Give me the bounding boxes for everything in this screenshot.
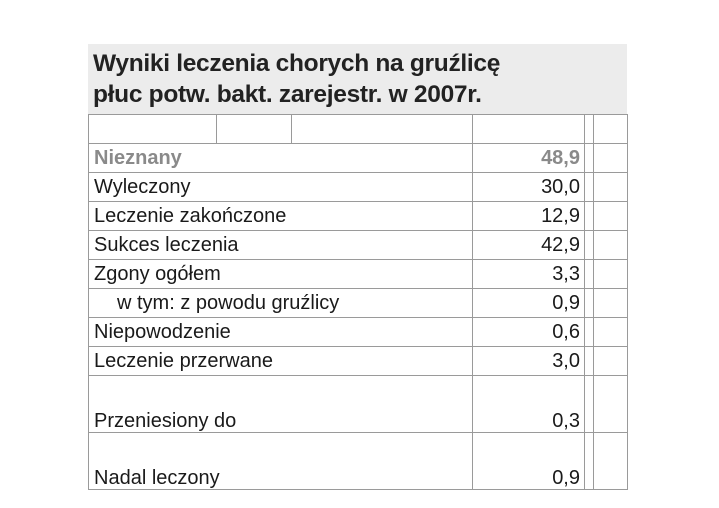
title-line-2: płuc potw. bakt. zarejestr. w 2007r. bbox=[93, 81, 482, 108]
table-row bbox=[89, 289, 628, 318]
results-table bbox=[88, 114, 628, 490]
row-value[interactable]: 3,3 bbox=[473, 260, 585, 289]
table-row bbox=[89, 318, 628, 347]
row-label[interactable]: Sukces leczenia bbox=[89, 231, 473, 260]
row-label[interactable]: Niepowodzenie bbox=[89, 318, 473, 347]
table-row bbox=[89, 231, 628, 260]
row-label[interactable]: w tym: z powodu gruźlicy bbox=[89, 289, 473, 318]
row-value[interactable]: 12,9 bbox=[473, 202, 585, 231]
row-value[interactable]: 0,9 bbox=[473, 289, 585, 318]
table-row bbox=[89, 347, 628, 376]
table-row bbox=[89, 144, 628, 173]
row-value[interactable]: 42,9 bbox=[473, 231, 585, 260]
blank-row bbox=[89, 115, 628, 144]
table-row bbox=[89, 202, 628, 231]
title-line-1: Wyniki leczenia chorych na gruźlicę bbox=[93, 50, 501, 77]
spreadsheet bbox=[88, 44, 627, 490]
row-value[interactable]: 0,3 bbox=[473, 376, 585, 433]
row-value[interactable]: 30,0 bbox=[473, 173, 585, 202]
row-label[interactable]: Leczenie zakończone bbox=[89, 202, 473, 231]
row-label[interactable]: Leczenie przerwane bbox=[89, 347, 473, 376]
row-label[interactable]: Nadal leczony bbox=[89, 433, 473, 490]
table-row bbox=[89, 433, 628, 490]
table-title bbox=[88, 44, 627, 114]
row-label[interactable]: Zgony ogółem bbox=[89, 260, 473, 289]
row-value[interactable]: 0,6 bbox=[473, 318, 585, 347]
table-row bbox=[89, 376, 628, 433]
row-label[interactable]: Przeniesiony do bbox=[89, 376, 473, 433]
row-label[interactable]: Wyleczony bbox=[89, 173, 473, 202]
table-row bbox=[89, 260, 628, 289]
table-row bbox=[89, 173, 628, 202]
row-label[interactable]: Nieznany bbox=[89, 144, 473, 173]
row-value[interactable]: 48,9 bbox=[473, 144, 585, 173]
row-value[interactable]: 0,9 bbox=[473, 433, 585, 490]
row-value[interactable]: 3,0 bbox=[473, 347, 585, 376]
